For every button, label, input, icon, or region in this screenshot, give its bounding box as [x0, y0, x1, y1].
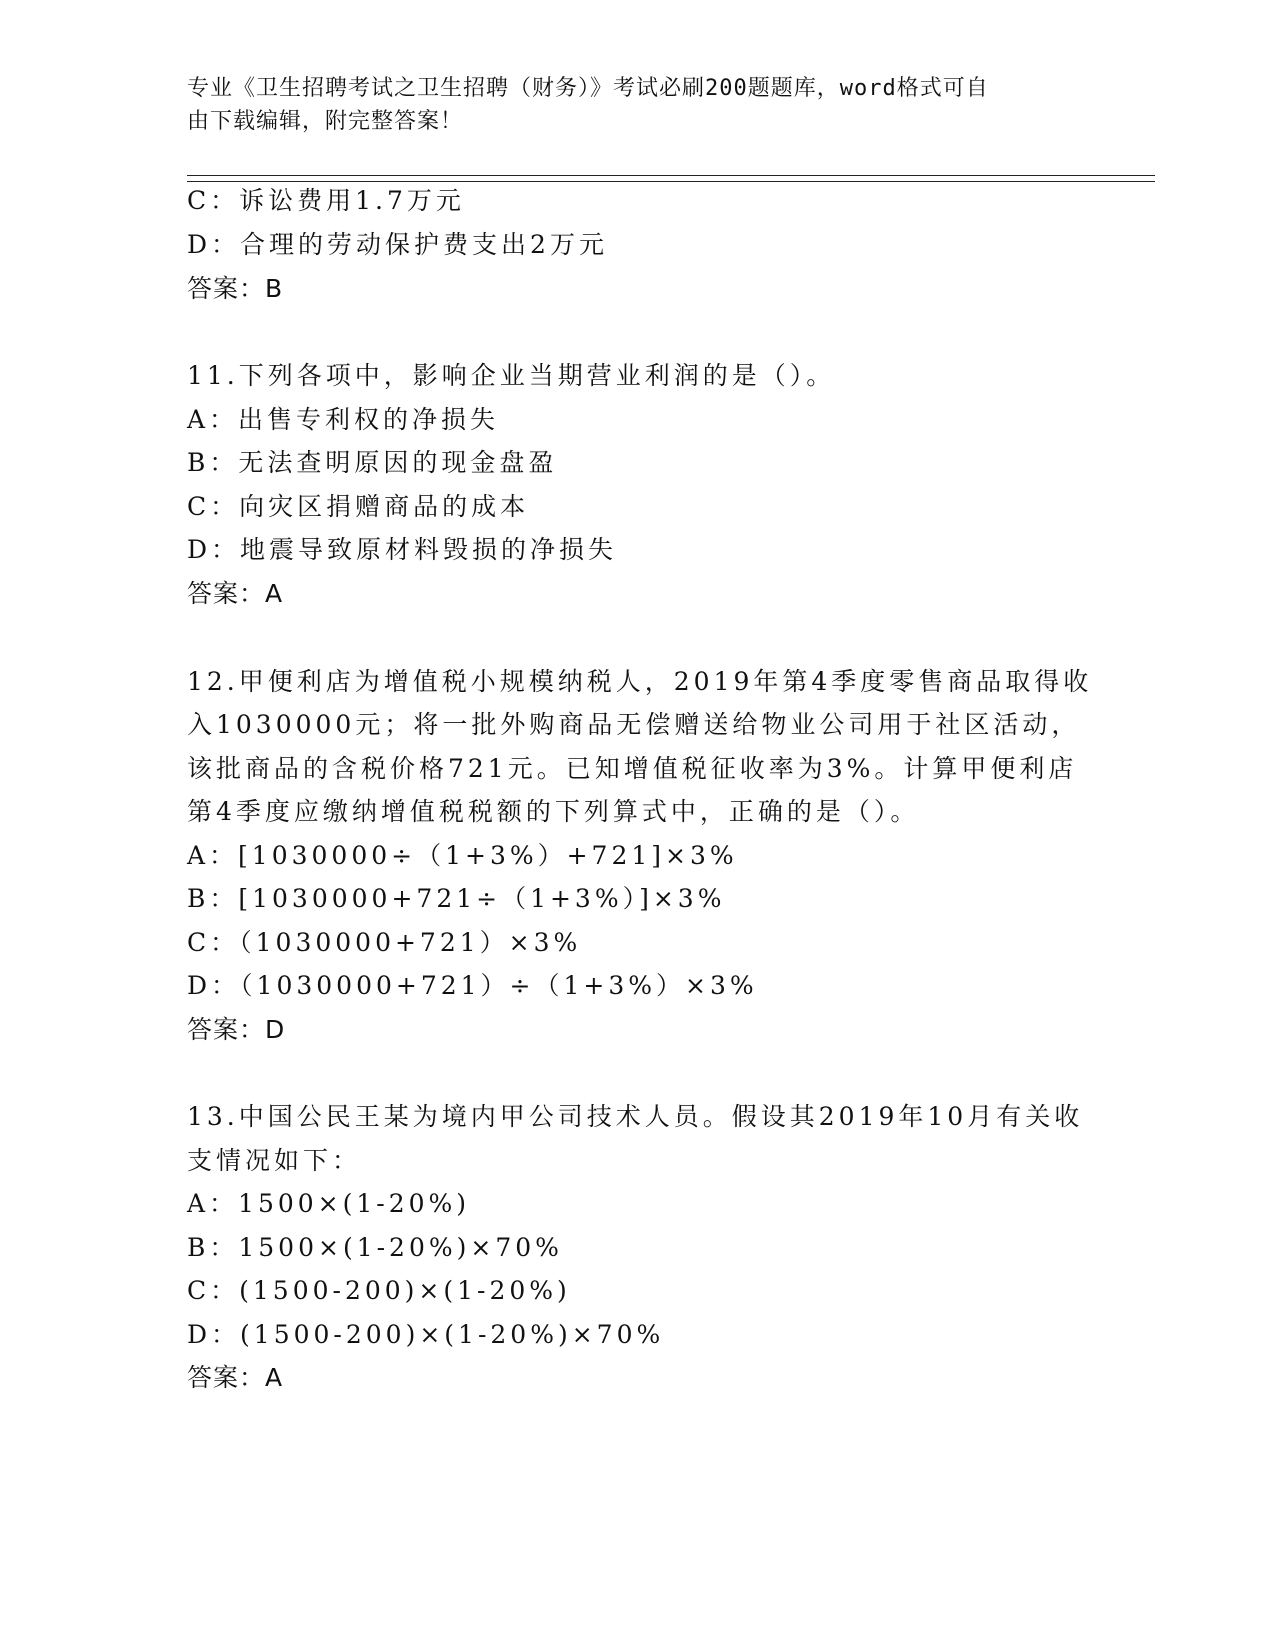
q13-answer: 答案：A	[187, 1363, 284, 1392]
header-line-2: 由下载编辑，附完整答案！	[187, 109, 464, 134]
q13-option-b: B：1500×(1-20%)×70%	[187, 1233, 563, 1262]
q13-option-d: D：(1500-200)×(1-20%)×70%	[187, 1320, 665, 1349]
q11-option-a: A：出售专利权的净损失	[187, 405, 500, 434]
q12-option-c: C：（1030000+721）×3%	[187, 928, 582, 957]
q12-option-d: D：（1030000+721）÷（1+3%）×3%	[187, 971, 758, 1000]
q13-stem-line-2: 支情况如下：	[187, 1146, 362, 1175]
q12-stem-line-2: 入1030000元；将一批外购商品无偿赠送给物业公司用于社区活动，	[187, 710, 1081, 739]
q12-answer: 答案：D	[187, 1015, 286, 1044]
q12-option-a: A：[1030000÷（1+3%）+721]×3%	[187, 841, 738, 870]
q11-option-b: B：无法查明原因的现金盘盈	[187, 448, 558, 477]
q11-stem: 11.下列各项中，影响企业当期营业利润的是（）。	[187, 361, 836, 390]
q10-answer: 答案：B	[187, 274, 284, 303]
q13-option-c: C：(1500-200)×(1-20%)	[187, 1276, 571, 1305]
q10-option-c: C：诉讼费用1.7万元	[187, 186, 465, 215]
document-header	[187, 72, 1087, 138]
q10-option-d: D：合理的劳动保护费支出2万元	[187, 230, 608, 259]
q13-option-a: A：1500×(1-20%)	[187, 1189, 471, 1218]
q12-stem-line-3: 该批商品的含税价格721元。已知增值税征收率为3%。计算甲便利店	[187, 754, 1078, 783]
q13-stem-line-1: 13.中国公民王某为境内甲公司技术人员。假设其2019年10月有关收	[187, 1102, 1084, 1131]
header-divider	[187, 175, 1155, 182]
q11-option-c: C：向灾区捐赠商品的成本	[187, 492, 530, 521]
q11-option-d: D：地震导致原材料毁损的净损失	[187, 535, 618, 564]
q12-option-b: B：[1030000+721÷（1+3%）]×3%	[187, 884, 726, 913]
q11-answer: 答案：A	[187, 579, 284, 608]
header-line-1: 专业《卫生招聘考试之卫生招聘（财务）》考试必刷200题题库，word格式可自	[187, 76, 989, 101]
q12-stem-line-4: 第4季度应缴纳增值税税额的下列算式中，正确的是（）。	[187, 797, 920, 826]
q12-stem-line-1: 12.甲便利店为增值税小规模纳税人，2019年第4季度零售商品取得收	[187, 667, 1093, 696]
